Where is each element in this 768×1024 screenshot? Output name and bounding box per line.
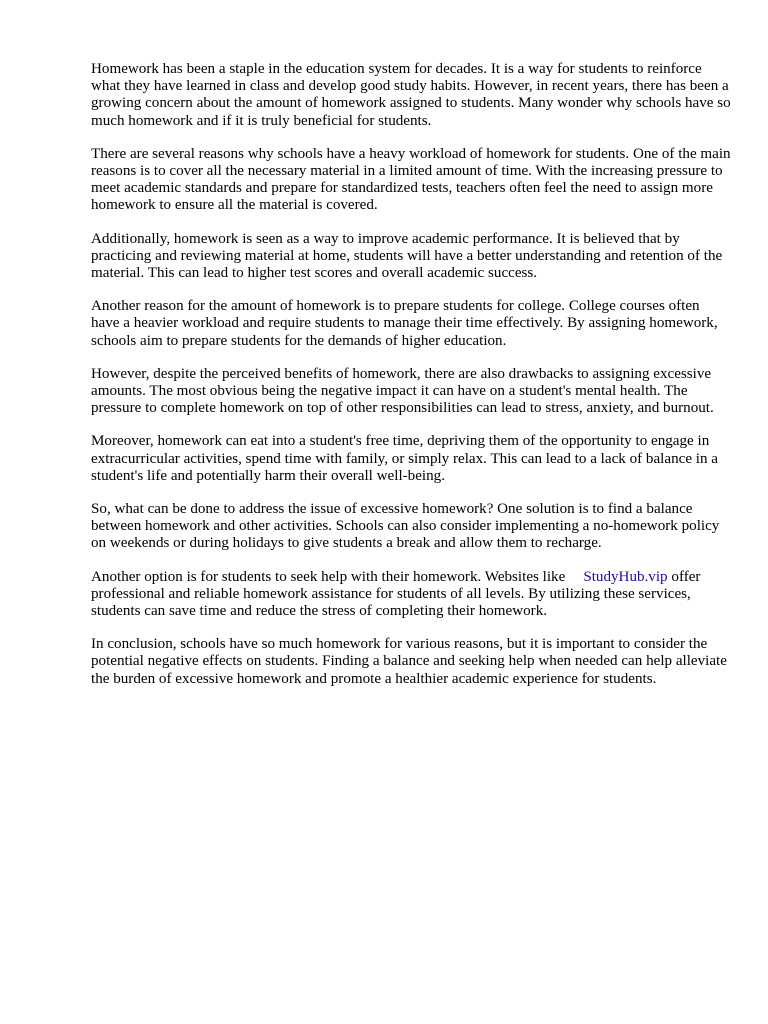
paragraph-help-option (91, 569, 731, 621)
paragraph-conclusion: In conclusion, schools have so much homework for various reasons, but it is important to consider the potential negative effects on students. Finding a balance and seeking help when needed can help alleviate the burden of excessive homework and promote a healthier academic experience for students. (91, 636, 727, 687)
document-body (91, 61, 731, 704)
paragraph-college-prep: Another reason for the amount of homework is to prepare students for college. College courses often have a heavier workload and require students to manage their time effectively. By assigning homework, schools aim to prepare students for the demands of higher education. (91, 298, 718, 349)
help-text-after: offer professional and reliable homework assistance for students of all levels. By utilizing these services, students can save time and reduce the stress of completing their homework. (91, 568, 701, 620)
paragraph-academic-performance: Additionally, homework is seen as a way to improve academic performance. It is believed that by practicing and reviewing material at home, students will have a better understanding and retention of the material. This can lead to higher test scores and overall academic success. (91, 230, 723, 282)
paragraph-intro: Homework has been a staple in the education system for decades. It is a way for students to reinforce what they have learned in class and develop good study habits. However, in recent years, there has been a growing concern about the amount of homework assigned to students. Many wonder why schools have so much homework and if it is truly beneficial for students. (91, 61, 731, 129)
paragraph-reasons: There are several reasons why schools have a heavy workload of homework for students. One of the main reasons is to cover all the necessary material in a limited amount of time. With the increasing pressure to meet academic standards and prepare for standardized tests, teachers often feel the need to assign more homework to ensure all the material is covered. (91, 145, 731, 214)
paragraph-free-time: Moreover, homework can eat into a student's free time, depriving them of the opportunity to engage in extracurricular activities, spend time with family, or simply relax. This can lead to a lack of balance in a student's life and potentially harm their overall well-being. (91, 433, 719, 484)
paragraph-drawbacks: However, despite the perceived benefits of homework, there are also drawbacks to assigning excessive amounts. The most obvious being the negative impact it can have on a student's mental health. The pressure to complete homework on top of other responsibilities can lead to stress, anxiety, and burnout. (91, 365, 714, 417)
paragraph-solutions: So, what can be done to address the issue of excessive homework? One solution is to find a balance between homework and other activities. Schools can also consider implementing a no-homework policy on weekends or during holidays to give students a break and allow them to recharge. (91, 501, 720, 552)
help-text-before: Another option is for students to seek help with their homework. Websites like (91, 568, 566, 585)
studyhub-link[interactable]: StudyHub.vip (583, 568, 668, 585)
